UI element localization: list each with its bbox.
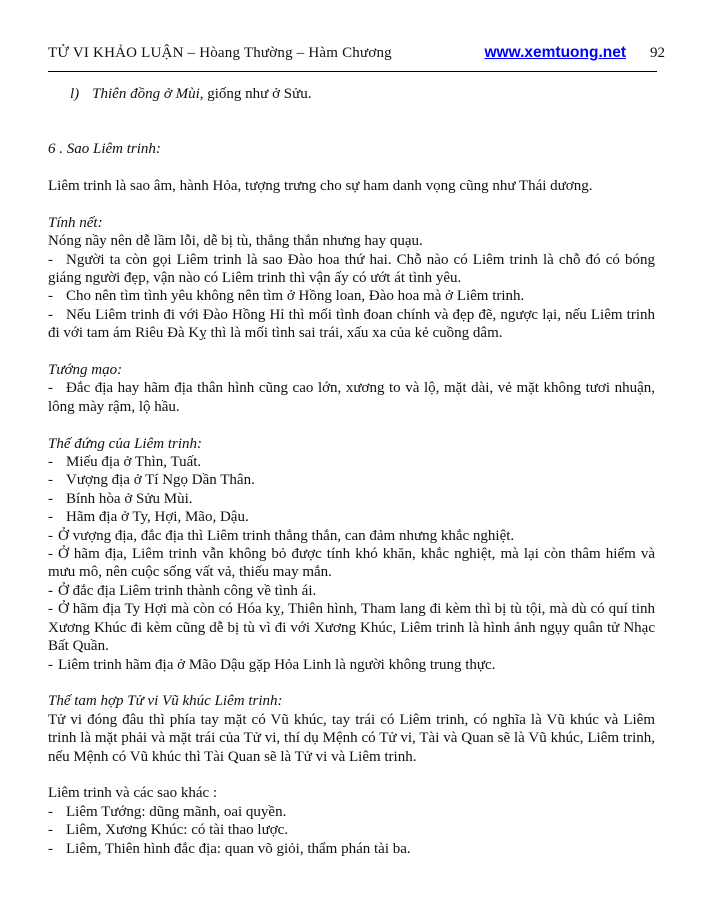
list-item-text: Bính hòa ở Sửu Mùi.	[66, 490, 193, 507]
dash-list-item	[48, 508, 655, 526]
dash-marker: -	[48, 454, 53, 471]
list-item-text: Ở đắc địa Liêm trinh thành công về tình ái.	[58, 582, 317, 599]
dash-list-item	[48, 527, 655, 545]
document-body	[0, 72, 705, 858]
dash-marker: -	[48, 840, 53, 857]
dash-marker: -	[48, 288, 53, 305]
dash-marker: -	[48, 380, 53, 397]
dash-marker: -	[48, 582, 53, 599]
dash-marker: -	[48, 509, 53, 526]
book-title: TỬ VI KHẢO LUẬN – Hòang Thường – Hàm Chương	[48, 45, 392, 61]
dash-list-item	[48, 453, 655, 471]
dash-marker: -	[48, 251, 53, 268]
list-item-text: Nếu Liêm trinh đi với Đào Hồng Hỉ thì mối tình đoan chính và đẹp đẽ, ngược lại, nếu Liêm trinh đi với tam ám Riêu Đà Kỵ thì là mối tình sai trái, xấu xa của kẻ cuồng dâm.	[48, 306, 655, 342]
dash-marker: -	[48, 656, 53, 673]
item-text: giống như ở Sửu.	[203, 86, 312, 102]
dash-list-item	[48, 287, 655, 305]
paragraph: Nóng nầy nên dễ lầm lỗi, dễ bị tù, thẳng thắn nhưng hay quạu.	[48, 233, 423, 250]
dash-list-item	[48, 471, 655, 489]
dash-list-item	[48, 306, 655, 343]
list-item-text: Liêm, Thiên hình đắc địa: quan võ giỏi, thẩm phán tài ba.	[66, 840, 411, 857]
list-item-text: Liêm Tướng: dũng mãnh, oai quyền.	[66, 803, 287, 820]
list-item-text: Vượng địa ở Tí Ngọ Dần Thân.	[66, 472, 255, 489]
lettered-item	[48, 85, 655, 103]
item-italic-text: Thiên đồng ở Mùi,	[92, 86, 204, 102]
dash-marker: -	[48, 527, 53, 544]
dash-marker: -	[48, 822, 53, 839]
section-heading: Tính nết:	[48, 214, 103, 231]
dash-marker: -	[48, 546, 53, 563]
list-item-text: Ở vượng địa, đắc địa thì Liêm trinh thẳng thắn, can đảm nhưng khắc nghiệt.	[58, 527, 515, 544]
dash-marker: -	[48, 472, 53, 489]
dash-list-item	[48, 379, 655, 416]
dash-list-item	[48, 545, 655, 582]
list-item-text: Cho nên tìm tình yêu không nên tìm ở Hồng loan, Đào hoa mà ở Liêm trinh.	[66, 288, 525, 305]
page-number: 92	[650, 45, 665, 61]
dash-list-item	[48, 582, 655, 600]
dash-list-item	[48, 803, 655, 821]
dash-marker: -	[48, 601, 53, 618]
paragraph: Liêm trinh và các sao khác :	[48, 785, 218, 802]
list-item-text: Người ta còn gọi Liêm trinh là sao Đào hoa thứ hai. Chỗ nào có Liêm trinh là chỗ đó có bóng giáng người đẹp, vận nào có Liêm trinh thì vận ấy có ướt át tình yêu.	[48, 251, 655, 287]
list-item-text: Hãm địa ở Ty, Hợi, Mão, Dậu.	[66, 509, 249, 526]
list-item-text: Liêm, Xương Khúc: có tài thao lược.	[66, 822, 289, 839]
list-item-text: Miếu địa ở Thìn, Tuất.	[66, 454, 202, 471]
dash-marker: -	[48, 490, 53, 507]
list-item-text: Đắc địa hay hãm địa thân hình cũng cao lớn, xương to và lộ, mặt dài, vẻ mặt không tươi nhuận, lông mày rậm, lộ hầu.	[48, 380, 655, 415]
dash-marker: -	[48, 306, 53, 323]
dash-list-item	[48, 251, 655, 288]
item-letter: l)	[70, 86, 80, 102]
dash-list-item	[48, 656, 655, 674]
paragraph: Tử vi đóng đâu thì phía tay mặt có Vũ khúc, tay trái có Liêm trinh, có nghĩa là Vũ khúc và Liêm trinh là mặt phải và mặt trái của Tử vi, thí dụ Mệnh có Tử vi, Tài và Quan sẽ là Vũ khúc, Liêm trinh, nếu Mệnh có Vũ khúc thì Tài Quan sẽ là Tử vi và Liêm trinh.	[48, 711, 655, 765]
dash-list-item	[48, 600, 655, 655]
section-heading: Thế đứng của Liêm trinh:	[48, 435, 203, 452]
dash-marker: -	[48, 803, 53, 820]
dash-list-item	[48, 840, 655, 858]
list-item-text: Liêm trinh hãm địa ở Mão Dậu gặp Hỏa Linh là người không trung thực.	[58, 656, 496, 673]
website-link[interactable]: www.xemtuong.net	[484, 44, 626, 61]
dash-list-item	[48, 490, 655, 508]
page-header	[0, 0, 705, 62]
list-item-text: Ở hãm địa, Liêm trinh vẫn không bỏ được tính khó khăn, khắc nghiệt, mà lại còn thâm hiểm và mưu mô, nên cuộc sống vất vả, thiếu may mắn.	[48, 546, 655, 581]
paragraph: Liêm trinh là sao âm, hành Hỏa, tượng trưng cho sự ham danh vọng cũng như Thái dương.	[48, 178, 593, 194]
list-item-text: Ở hãm địa Ty Hợi mà còn có Hóa kỵ, Thiên hình, Tham lang đi kèm thì bị tù tội, mà dù có quí tinh Xương Khúc đi kèm cũng dễ bị tù vì đi với Xương Khúc, Liêm trinh là hình ảnh ngụy quân tử Nhạc Bất Quần.	[48, 601, 655, 655]
dash-list-item	[48, 821, 655, 839]
section-heading: Tướng mạo:	[48, 362, 123, 379]
section-heading: 6 . Sao Liêm trinh:	[48, 141, 161, 158]
section-heading: Thế tam hợp Tử vi Vũ khúc Liêm trinh:	[48, 693, 283, 710]
